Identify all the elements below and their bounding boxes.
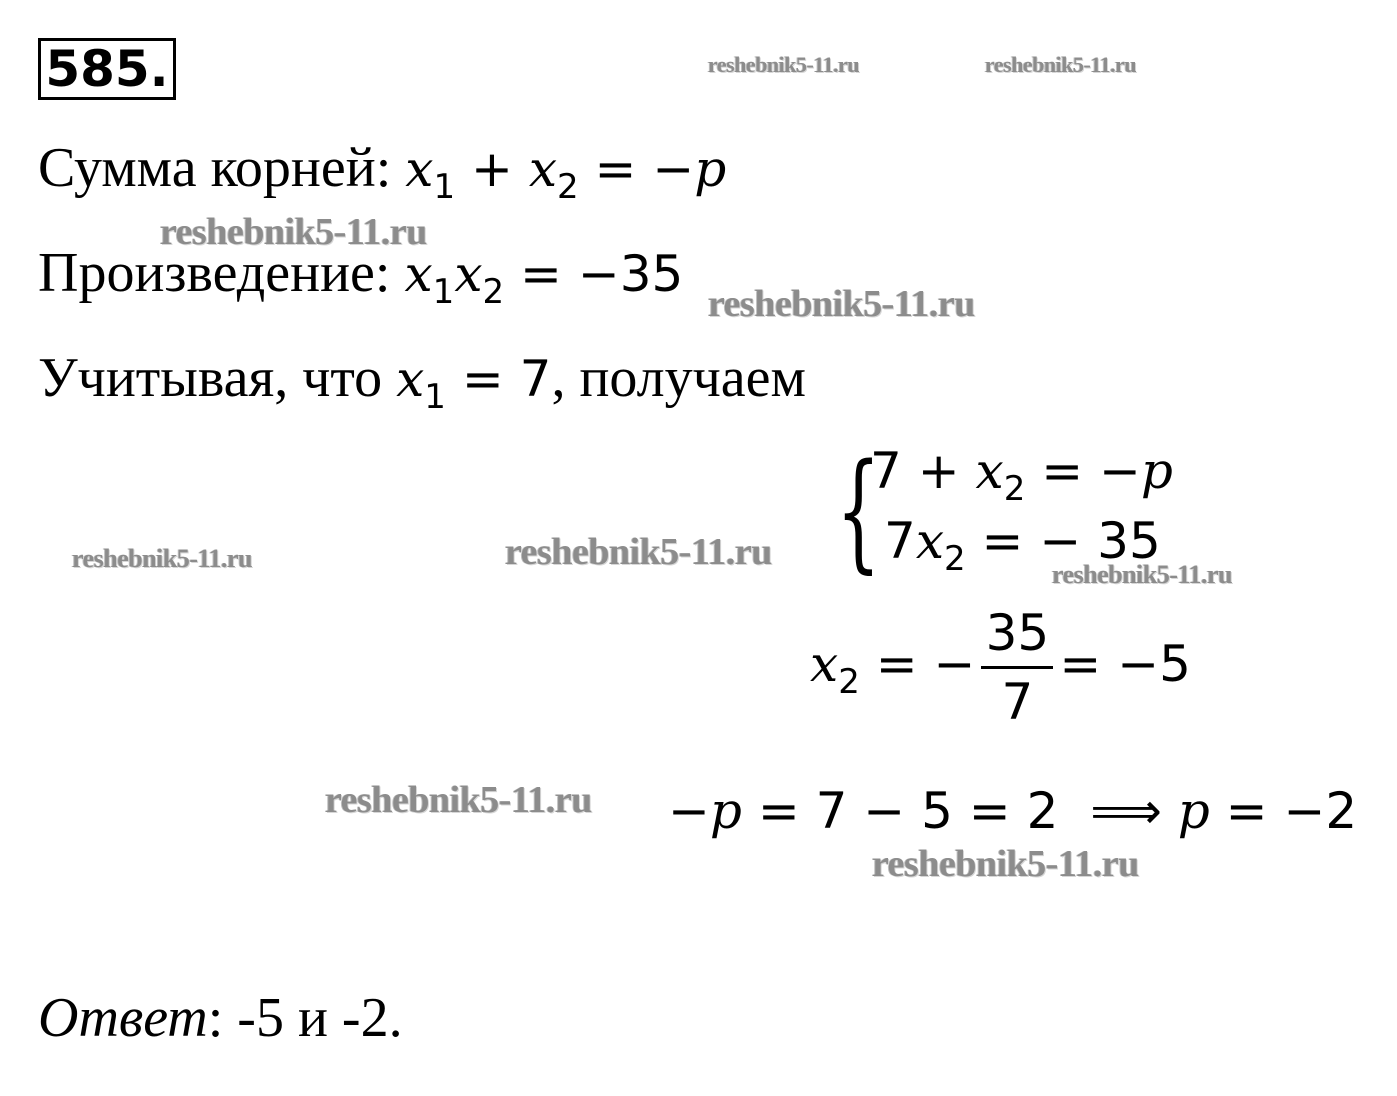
watermark: reshebnik5-11.ru	[985, 52, 1137, 77]
sum-line	[38, 137, 727, 207]
watermark: reshebnik5-11.ru	[872, 843, 1139, 885]
sum-formula: $x_1 + x_2 = -p$	[405, 140, 727, 207]
watermark: reshebnik5-11.ru	[160, 211, 427, 253]
product-label: Произведение:	[38, 242, 405, 304]
system-eq-1: $7 + x_2 = -p$	[870, 442, 1173, 509]
fraction	[981, 604, 1053, 731]
p-solution: −p = 7 − 5 = 2 ⟹ p = −2	[668, 782, 1358, 840]
problem-number: 585.	[38, 38, 176, 100]
watermark: reshebnik5-11.ru	[505, 531, 772, 573]
watermark: reshebnik5-11.ru	[325, 779, 592, 821]
fraction-denominator: 7	[1001, 673, 1034, 731]
watermark: reshebnik5-11.ru	[1052, 560, 1233, 589]
watermark: reshebnik5-11.ru	[708, 283, 975, 325]
answer-label: Ответ	[38, 987, 208, 1049]
sum-label: Сумма корней:	[38, 137, 406, 199]
given-suffix: , получаем	[551, 347, 806, 409]
product-formula: $x_1x_2 = -35$	[404, 245, 684, 312]
given-formula: $x_1 = 7$	[396, 350, 552, 417]
answer-line	[38, 987, 403, 1049]
system-eq-2: $7x_2$ = − 35	[884, 512, 1161, 579]
watermark: reshebnik5-11.ru	[708, 52, 860, 77]
given-line	[38, 347, 806, 417]
system-brace: {	[836, 437, 881, 586]
x2-solution: $x_2$ = − $\frac{35}{7}$ = −5	[810, 604, 1191, 731]
answer-text: : -5 и -2.	[207, 987, 403, 1049]
watermark: reshebnik5-11.ru	[72, 544, 253, 573]
fraction-numerator: 35	[985, 604, 1050, 662]
fraction-bar	[981, 666, 1053, 669]
given-label: Учитывая, что	[38, 347, 397, 409]
product-line	[38, 242, 684, 312]
